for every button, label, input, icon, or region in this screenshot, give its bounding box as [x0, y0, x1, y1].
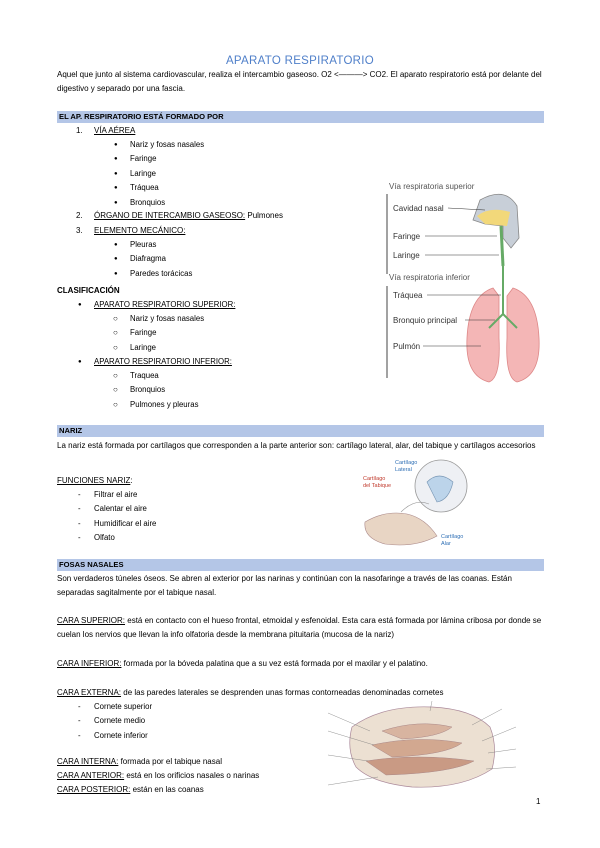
respiratory-tract-figure [385, 178, 547, 388]
cara-superior-text: está en contacto con el hueso frontal, etmoidal y esfenoidal. Esta cara está formada por lámina cribosa por donde se cuelan los nervios que llevan la info olfatoria desde la membrana pituitaria (mucosa de la nariz) [57, 616, 542, 639]
funciones-colon: : [130, 476, 133, 485]
cara-inferior-label: CARA INFERIOR: [57, 659, 122, 668]
superior-heading: ● APARATO RESPIRATORIO SUPERIOR: [94, 298, 235, 312]
cara-externa-text: de las paredes laterales se desprenden unas formas contorneadas denominadas cornetes [121, 688, 444, 697]
nose-cartilage-figure [345, 452, 475, 560]
organo-line [94, 209, 283, 223]
cara-posterior-text: están en las coanas [130, 785, 204, 794]
list-item: - Filtrar el aire [94, 488, 156, 502]
cornetes-list [94, 700, 152, 743]
cara-superior-label: CARA SUPERIOR: [57, 616, 126, 625]
elemento-list [130, 238, 192, 281]
cara-anterior-label: CARA ANTERIOR: [57, 771, 125, 780]
page-number: 1 [536, 797, 541, 806]
section-header-nariz: NARIZ [57, 425, 544, 437]
inferior-list [130, 369, 198, 412]
via-superior-label: Vía respiratoria superior [389, 182, 475, 191]
via-inferior-label: Vía respiratoria inferior [389, 273, 470, 282]
list-item: ○ Faringe [130, 326, 204, 340]
elemento-heading: ELEMENTO MECÁNICO: [94, 226, 186, 235]
list-item: ○ Traquea [130, 369, 198, 383]
list-item: ○ Bronquios [130, 383, 198, 397]
tabique-line-1: Cartílago [363, 476, 386, 482]
laringe-label: Laringe [393, 251, 420, 260]
funciones-heading-line [57, 474, 133, 488]
lateral-line-1: Cartílago [395, 460, 418, 466]
clasificacion-list [94, 298, 235, 312]
clasificacion-list-2 [94, 355, 232, 369]
list-item: ● Laringe [130, 167, 204, 181]
cartilago-lateral-label [395, 460, 419, 473]
cavidad-label: Cavidad nasal [393, 204, 444, 213]
cara-inferior-text: formada por la bóveda palatina que a su vez está formada por el maxilar y el palatino. [121, 659, 428, 668]
funciones-list [94, 488, 156, 546]
skull-shape [365, 513, 437, 545]
cara-superior-paragraph [57, 614, 547, 642]
organo-value: Pulmones [245, 211, 283, 220]
traquea-label: Tráquea [393, 291, 423, 300]
nasal-cavity-figure [322, 697, 522, 797]
page-title: APARATO RESPIRATORIO [225, 55, 375, 67]
cartilago-tabique-label [363, 476, 391, 489]
list-item: ● Tráquea [130, 181, 204, 195]
list-item: ○ Laringe [130, 341, 204, 355]
cara-inferior-paragraph [57, 657, 547, 671]
num-1: 1. [76, 126, 83, 135]
tabique-line-2: del Tabique [363, 483, 392, 489]
lateral-line-2: Lateral [395, 467, 412, 473]
faringe-label: Faringe [393, 232, 421, 241]
cara-posterior-label: CARA POSTERIOR: [57, 785, 131, 794]
cartilago-alar-label [441, 534, 465, 547]
num-2: 2. [76, 211, 83, 220]
via-aerea-heading: VÍA AÉREA [94, 126, 136, 135]
list-item: ● Pleuras [130, 238, 192, 252]
left-lung-shape [467, 288, 499, 382]
fosas-paragraph: Son verdaderos túneles óseos. Se abren al exterior por las narinas y continúan con la nasofaringe a través de las coanas. Están separadas sagitalmente por el tabique nasal. [57, 574, 512, 597]
clasificacion-heading: CLASIFICACIÓN [57, 286, 120, 295]
pulmon-label: Pulmón [393, 342, 421, 351]
organo-heading: ÓRGANO DE INTERCAMBIO GASEOSO: [94, 211, 246, 220]
cara-anterior-paragraph [57, 769, 259, 783]
cara-externa-label: CARA EXTERNA: [57, 688, 122, 697]
list-item: - Cornete medio [94, 714, 152, 728]
funciones-heading: FUNCIONES NARIZ [57, 476, 131, 485]
list-item: ● Faringe [130, 152, 204, 166]
intro-paragraph: Aquel que junto al sistema cardiovascular, realiza el intercambio gaseoso. O2 <———> CO2. El aparato respiratorio está por delante del digestivo y separado por una fascia. [57, 70, 542, 93]
alar-line-2: Alar [441, 541, 451, 547]
cara-anterior-text: está en los orificios nasales o narinas [124, 771, 260, 780]
bronquio-label: Bronquio principal [393, 316, 458, 325]
right-lung-shape [507, 288, 539, 382]
section-header-formado: EL AP. RESPIRATORIO ESTÁ FORMADO POR [57, 111, 544, 123]
airway-line [501, 226, 503, 266]
superior-list [130, 312, 204, 355]
list-item: - Olfato [94, 531, 156, 545]
list-item: - Humidificar el aire [94, 517, 156, 531]
list-item: ○ Pulmones y pleuras [130, 398, 198, 412]
list-item: ● Bronquios [130, 196, 204, 210]
section-header-fosas: FOSAS NASALES [57, 559, 544, 571]
list-item: - Calentar el aire [94, 502, 156, 516]
cara-interna-label: CARA INTERNA: [57, 757, 119, 766]
inferior-heading: ● APARATO RESPIRATORIO INFERIOR: [94, 355, 232, 369]
list-item: - Cornete superior [94, 700, 152, 714]
num-3: 3. [76, 226, 83, 235]
alar-line-1: Cartílago [441, 534, 464, 540]
list-item: ○ Nariz y fosas nasales [130, 312, 204, 326]
via-aerea-list [130, 138, 204, 210]
list-item: ● Diafragma [130, 252, 192, 266]
list-item: ● Paredes torácicas [130, 267, 192, 281]
cara-interna-paragraph [57, 755, 222, 769]
list-item: ● Nariz y fosas nasales [130, 138, 204, 152]
cara-posterior-paragraph [57, 783, 204, 797]
list-item: - Cornete inferior [94, 729, 152, 743]
cara-interna-text: formada por el tabique nasal [118, 757, 222, 766]
nariz-paragraph: La nariz está formada por cartílagos que corresponden a la parte anterior son: cartílago lateral, alar, del tabique y cartílagos accesorios [57, 441, 536, 450]
